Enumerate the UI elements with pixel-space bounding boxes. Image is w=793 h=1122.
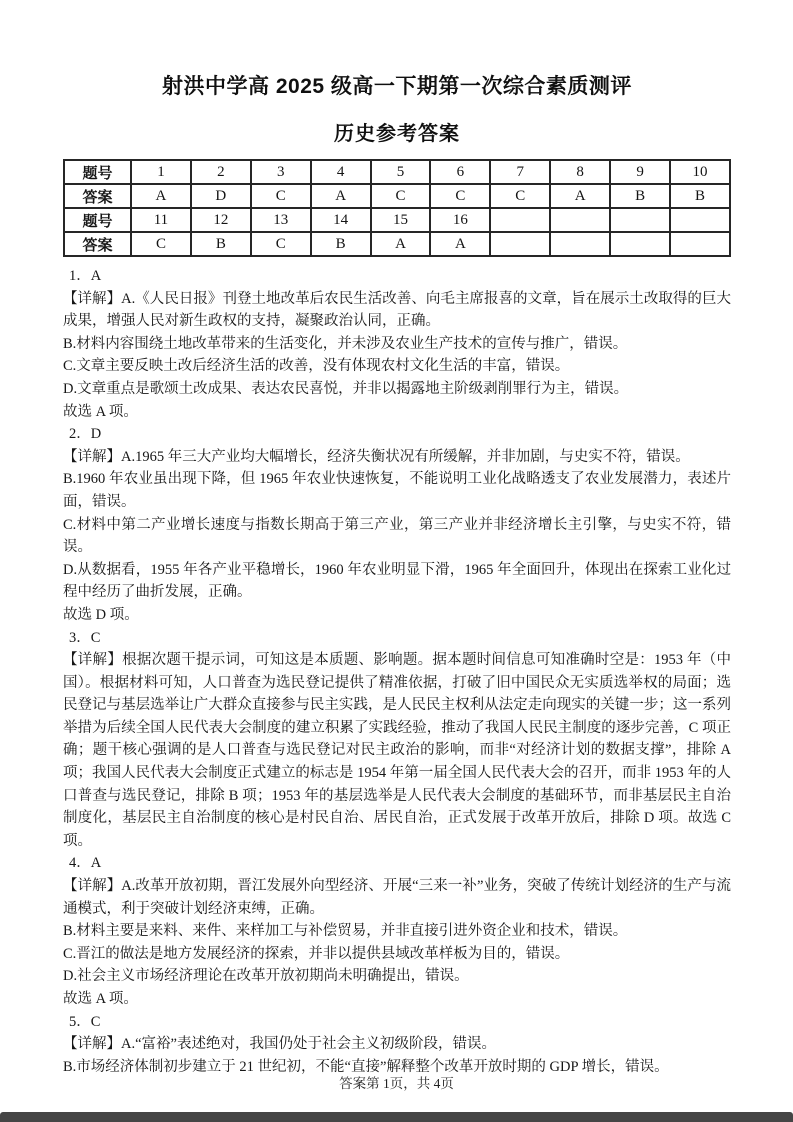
answer-table-cell: C	[251, 184, 311, 208]
explanation-paragraph: B.材料内容围绕土地改革带来的生活变化，并未涉及农业生产技术的宣传与推广，错误。	[63, 335, 628, 352]
answer-table-cell: C	[251, 232, 311, 256]
answer-table-cell: A	[131, 184, 191, 208]
answer-table-cell: 2	[191, 160, 251, 184]
explanation-paragraph: 故选 A 项。	[63, 403, 138, 420]
answer-table-cell: D	[191, 184, 251, 208]
explanation-paragraph: D.从数据看，1955 年各产业平稳增长，1960 年农业明显下滑，1965 年全面回升，体现出在探索工业化过程中经历了曲折发展，正确。	[63, 561, 731, 601]
explanation-heading: 3．C	[69, 629, 101, 646]
answer-table-cell: 14	[311, 208, 371, 232]
explanation-paragraph: 故选 A 项。	[63, 991, 138, 1007]
answer-table-cell: A	[371, 232, 431, 256]
scan-edge-bottom	[0, 1112, 793, 1122]
answer-table-cell	[490, 232, 550, 256]
explanation-paragraph: C.晋江的做法是地方发展经济的探索，并非以提供县域改革样板为目的，错误。	[63, 945, 570, 962]
answer-table-cell: 15	[371, 208, 431, 232]
answer-table-cell: 4	[311, 160, 371, 184]
answer-table-cell	[550, 232, 610, 256]
answer-table-cell: A	[430, 232, 490, 256]
answer-table-body	[64, 160, 730, 256]
explanation-heading: 1．A	[69, 268, 102, 284]
answer-table-cell	[550, 208, 610, 232]
explanation-paragraph: 【详解】A.改革开放初期，晋江发展外向型经济、开展“三来一补”业务，突破了传统计划经济的生产与流通模式，利于突破计划经济束缚，正确。	[63, 878, 731, 917]
explanation-paragraph: 【详解】A.1965 年三大产业均大幅增长，经济失衡状况有所缓解，并非加剧，与史实不符，错误。	[63, 448, 690, 465]
answer-table-row-label: 答案	[64, 232, 131, 256]
explanation-paragraph: D.社会主义市场经济理论在改革开放初期尚未明确提出，错误。	[63, 968, 469, 985]
answer-table-cell: 8	[550, 160, 610, 184]
explanation-paragraph: C.文章主要反映土改后经济生活的改善，没有体现农村文化生活的丰富，错误。	[63, 358, 570, 375]
answer-table-cell: B	[610, 184, 670, 208]
answer-table-cell: B	[311, 232, 371, 256]
explanation-paragraph: 故选 D 项。	[63, 606, 139, 623]
answer-table-cell: 6	[430, 160, 490, 184]
answer-table-row-label: 答案	[64, 184, 131, 208]
answer-table-cell: 5	[371, 160, 431, 184]
answer-table-cell: 11	[131, 208, 191, 232]
answer-table-cell: A	[311, 184, 371, 208]
answer-table-row	[64, 232, 730, 256]
explanation-heading: 2．D	[69, 426, 102, 443]
explanation-paragraph: 【详解】A.《人民日报》刊登土地改革后农民生活改善、向毛主席报喜的文章，旨在展示土改取得的巨大成果，增强人民对新生政权的支持，凝聚政治认同，正确。	[63, 290, 731, 330]
answer-table-cell: 9	[610, 160, 670, 184]
explanations-section	[63, 265, 731, 1078]
explanation-paragraph: 【详解】根据次题干提示词，可知这是本质题、影响题。据本题时间信息可知准确时空是：1953 年（中国）。根据材料可知，人口普查为选民登记提供了精准依据，打破了旧中国民众无实质选举权的局面；选民登记与基层选举让广大群众直接参与民主实践，是人民民主权利从法定走向现实的关键一步；这一系列举措为后续全国人民代表大会制度的建立积累了实践经验，推动了我国人民民主制度的逐步完善，C 项正确；题干核心强调的是人口普查与选民登记对民主政治的影响，而非“对经济计划的数据支撑”，排除 A 项；我国人民代表大会制度正式建立的标志是 1954 年第一届全国人民代表大会的召开，而非 1953 年的人口普查与选民登记，排除 B 项；1953 年的基层选举是人民代表大会制度的基础环节，而非基层民主自治制度化，基层民主自治制度的核心是村民自治、居民自治，正式发展于改革开放后，排除 D 项。故选 C 项。	[63, 652, 731, 849]
explanation-paragraph: B.材料主要是来料、来件、来样加工与补偿贸易，并非直接引进外资企业和技术，错误。	[63, 923, 628, 940]
answer-table-cell: B	[670, 184, 730, 208]
answer-table-cell: C	[131, 232, 191, 256]
answer-table-cell: 16	[430, 208, 490, 232]
page-footer: 答案第 1页，共 4页	[339, 1076, 454, 1091]
answer-table-row-label: 题号	[64, 208, 131, 232]
explanation-paragraph: B.市场经济体制初步建立于 21 世纪初，不能“直接”解释整个改革开放时期的 GDP 增长，错误。	[63, 1058, 669, 1075]
answer-table-row-label: 题号	[64, 160, 131, 184]
document-subtitle: 历史参考答案	[334, 123, 460, 145]
answer-table-cell: 10	[670, 160, 730, 184]
answer-table-cell: 3	[251, 160, 311, 184]
answer-table-cell: C	[430, 184, 490, 208]
answer-table-cell	[670, 232, 730, 256]
answer-table-cell: B	[191, 232, 251, 256]
answer-table-cell: C	[371, 184, 431, 208]
explanation-paragraph: B.1960 年农业虽出现下降，但 1965 年农业快速恢复，不能说明工业化战略透支了农业发展潜力，表述片面，错误。	[63, 471, 731, 510]
answer-table-row	[64, 184, 730, 208]
answer-table-cell	[490, 208, 550, 232]
answer-table-cell	[610, 232, 670, 256]
answer-table-cell: 7	[490, 160, 550, 184]
explanation-paragraph: C.材料中第二产业增长速度与指数长期高于第三产业，第三产业并非经济增长主引擎，与史实不符，错误。	[63, 516, 731, 556]
answer-table-cell: C	[490, 184, 550, 208]
answer-table-row	[64, 208, 730, 232]
explanation-paragraph: D.文章重点是歌颂土改成果、表达农民喜悦，并非以揭露地主阶级剥削罪行为主，错误。	[63, 380, 629, 397]
answer-table	[63, 159, 731, 257]
answer-table-cell	[670, 208, 730, 232]
answer-table-cell: 12	[191, 208, 251, 232]
explanation-heading: 5．C	[69, 1013, 101, 1030]
answer-table-cell: 13	[251, 208, 311, 232]
answer-table-cell	[610, 208, 670, 232]
explanation-heading: 4．A	[69, 855, 102, 872]
answer-table-cell: A	[550, 184, 610, 208]
answer-table-row	[64, 160, 730, 184]
answer-table-cell: 1	[131, 160, 191, 184]
document-title: 射洪中学高 2025 级高一下期第一次综合素质测评	[162, 75, 632, 98]
explanation-paragraph: 【详解】A.“富裕”表述绝对，我国仍处于社会主义初级阶段，错误。	[63, 1036, 496, 1053]
